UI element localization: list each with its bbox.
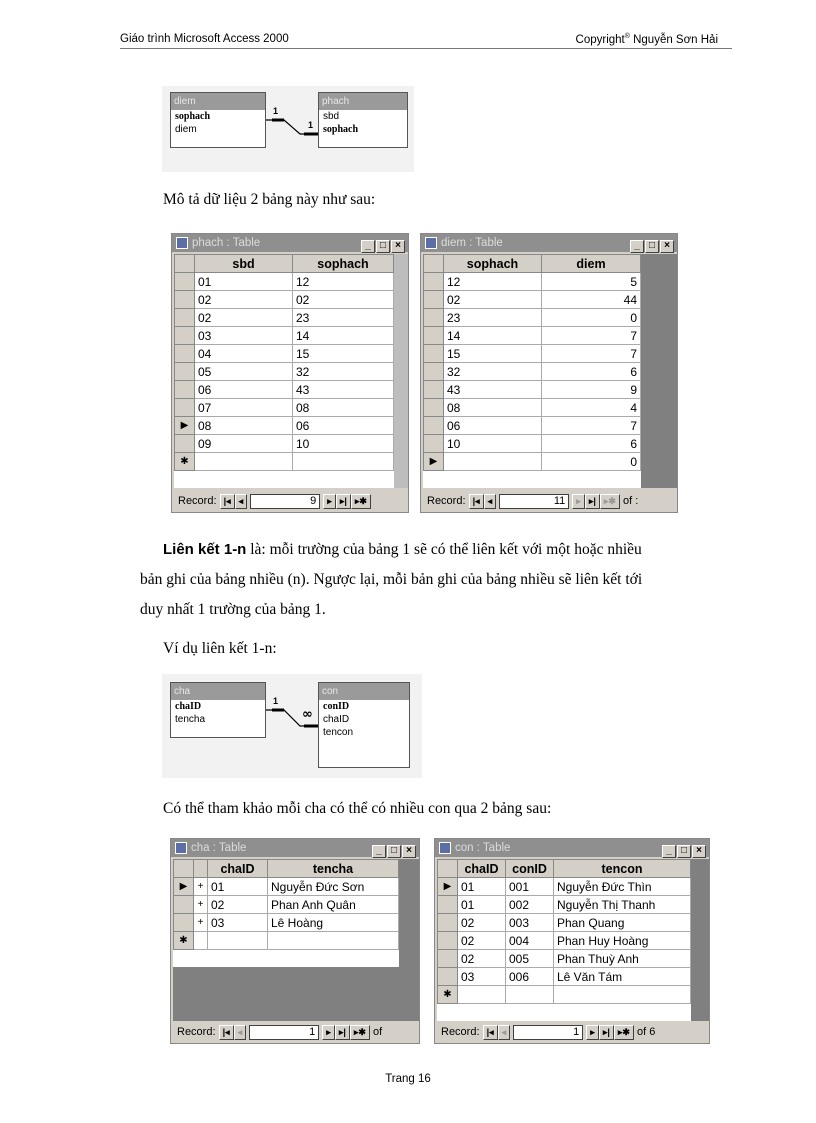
column-header[interactable]: chaID: [208, 860, 268, 878]
new-record-row[interactable]: [424, 453, 641, 471]
new-record-row[interactable]: [175, 453, 394, 471]
row-selector[interactable]: [175, 399, 195, 417]
empty-grid-area: [641, 254, 677, 488]
row-selector[interactable]: [424, 417, 444, 435]
table-cell[interactable]: 08: [293, 399, 394, 417]
table-cell[interactable]: 4: [542, 399, 641, 417]
table-cell[interactable]: 43: [293, 381, 394, 399]
table-cell[interactable]: 02: [195, 291, 293, 309]
datasheet-table: [174, 254, 394, 471]
row-selector[interactable]: [175, 273, 195, 291]
row-selector[interactable]: [424, 381, 444, 399]
table-row[interactable]: [424, 327, 641, 345]
table-cell[interactable]: Nguyễn Đức Sơn: [268, 878, 399, 896]
new-record-button[interactable]: ▸✱: [350, 1025, 370, 1040]
scrollbar-track[interactable]: [394, 254, 408, 488]
new-record-button[interactable]: ▸✱: [614, 1025, 634, 1040]
table-cell[interactable]: [506, 986, 554, 1004]
table-row[interactable]: [175, 399, 394, 417]
record-navigator: [172, 490, 408, 512]
table-row[interactable]: [424, 417, 641, 435]
table-field: chaID: [323, 714, 350, 725]
row-selector[interactable]: [424, 273, 444, 291]
table-icon: [425, 237, 437, 249]
table-cell[interactable]: 02: [293, 291, 394, 309]
table-row[interactable]: [424, 381, 641, 399]
table-cell[interactable]: [458, 986, 506, 1004]
record-navigator: [435, 1021, 709, 1043]
table-cell[interactable]: 06: [444, 417, 542, 435]
record-number-input[interactable]: 1: [249, 1025, 319, 1040]
table-row[interactable]: [424, 309, 641, 327]
row-selector[interactable]: [438, 914, 458, 932]
row-selector[interactable]: [438, 968, 458, 986]
expand-column-header: [194, 860, 208, 878]
table-cell[interactable]: 02: [458, 914, 506, 932]
column-header[interactable]: tencon: [554, 860, 691, 878]
window-titlebar: [421, 234, 677, 252]
paragraph: Ví dụ liên kết 1-n:: [163, 640, 277, 657]
table-box-phach: [318, 92, 408, 148]
table-cell[interactable]: 06: [293, 417, 394, 435]
table-cell[interactable]: Nguyễn Thị Thanh: [554, 896, 691, 914]
table-row[interactable]: [438, 878, 691, 896]
row-selector[interactable]: [438, 950, 458, 968]
table-field: sbd: [323, 111, 340, 122]
empty-grid-area: [691, 859, 709, 1021]
last-record-button[interactable]: ▸|: [335, 1025, 350, 1040]
datasheet-grid: [174, 254, 394, 488]
table-cell[interactable]: 7: [542, 345, 641, 363]
table-cell[interactable]: 10: [444, 435, 542, 453]
table-row[interactable]: [424, 291, 641, 309]
table-cell[interactable]: 14: [444, 327, 542, 345]
table-cell[interactable]: 14: [293, 327, 394, 345]
table-cell[interactable]: 04: [195, 345, 293, 363]
table-cell[interactable]: 7: [542, 417, 641, 435]
table-field: tencha: [175, 714, 206, 725]
table-cell[interactable]: Lê Văn Tám: [554, 968, 691, 986]
table-cell[interactable]: 0: [542, 309, 641, 327]
table-cell[interactable]: 43: [444, 381, 542, 399]
table-field: tencon: [323, 727, 354, 738]
maximize-button[interactable]: □: [376, 240, 390, 253]
table-box-diem: [170, 92, 266, 148]
maximize-button[interactable]: □: [677, 845, 691, 858]
table-cell[interactable]: 23: [444, 309, 542, 327]
row-selector[interactable]: [424, 345, 444, 363]
window-title: diem : Table: [441, 237, 503, 249]
table-cell[interactable]: Phan Quang: [554, 914, 691, 932]
row-selector[interactable]: [175, 327, 195, 345]
table-cell[interactable]: 01: [458, 878, 506, 896]
table-cell[interactable]: 05: [195, 363, 293, 381]
datasheet-window-phach: [171, 233, 409, 513]
row-selector[interactable]: [424, 291, 444, 309]
table-box-con: [318, 682, 410, 768]
first-record-button[interactable]: |◂: [220, 494, 235, 509]
prev-record-button[interactable]: ◂: [235, 494, 248, 509]
next-record-button[interactable]: ▸: [572, 494, 585, 509]
table-cell[interactable]: 03: [208, 914, 268, 932]
table-cell[interactable]: 02: [458, 950, 506, 968]
header-copyright: Copyright® Nguyễn Sơn Hải: [575, 33, 718, 46]
table-row[interactable]: [424, 435, 641, 453]
row-selector[interactable]: ✱: [438, 986, 458, 1004]
empty-grid-area: [173, 967, 399, 1021]
table-row[interactable]: [424, 363, 641, 381]
minimize-button[interactable]: _: [361, 240, 375, 253]
column-header[interactable]: conID: [506, 860, 554, 878]
table-cell[interactable]: 08: [195, 417, 293, 435]
record-number-input[interactable]: 9: [250, 494, 320, 509]
table-cell[interactable]: 03: [458, 968, 506, 986]
last-record-button[interactable]: ▸|: [336, 494, 351, 509]
new-record-button[interactable]: ▸✱: [600, 494, 620, 509]
table-box-cha: [170, 682, 266, 738]
table-cell[interactable]: Lê Hoàng: [268, 914, 399, 932]
row-selector-header[interactable]: [174, 860, 194, 878]
column-header[interactable]: chaID: [458, 860, 506, 878]
table-row[interactable]: [438, 896, 691, 914]
row-selector-header[interactable]: [424, 255, 444, 273]
row-selector[interactable]: ▶: [175, 417, 195, 435]
table-row[interactable]: [424, 399, 641, 417]
table-cell[interactable]: 08: [444, 399, 542, 417]
relationship-diagram-1: [162, 86, 414, 172]
table-cell[interactable]: 06: [195, 381, 293, 399]
cardinality-label: 1: [273, 106, 279, 116]
table-icon: [176, 237, 188, 249]
new-record-row[interactable]: [174, 932, 399, 950]
window-titlebar: [435, 839, 709, 857]
window-titlebar: [171, 839, 419, 857]
table-row[interactable]: [175, 309, 394, 327]
row-selector[interactable]: [438, 896, 458, 914]
table-cell[interactable]: 01: [208, 878, 268, 896]
row-selector[interactable]: ✱: [175, 453, 195, 471]
row-selector[interactable]: [424, 399, 444, 417]
new-record-button[interactable]: ▸✱: [351, 494, 371, 509]
row-selector-header[interactable]: [175, 255, 195, 273]
window-titlebar: [172, 234, 408, 252]
table-cell[interactable]: 10: [293, 435, 394, 453]
column-header[interactable]: sophach: [293, 255, 394, 273]
paragraph: Mô tả dữ liệu 2 bảng này như sau:: [163, 191, 376, 208]
empty-grid-area: [399, 859, 419, 1021]
expand-row-button[interactable]: +: [194, 914, 208, 932]
table-cell[interactable]: 001: [506, 878, 554, 896]
row-selector[interactable]: [438, 932, 458, 950]
page-header: [120, 33, 732, 49]
column-header[interactable]: sophach: [444, 255, 542, 273]
last-record-button[interactable]: ▸|: [599, 1025, 614, 1040]
window-title: phach : Table: [192, 237, 261, 249]
table-cell[interactable]: 44: [542, 291, 641, 309]
table-cell[interactable]: 02: [195, 309, 293, 327]
datasheet-table: [437, 859, 691, 1004]
minimize-button[interactable]: _: [372, 845, 386, 858]
row-selector[interactable]: [175, 435, 195, 453]
table-cell[interactable]: Phan Thuỳ Anh: [554, 950, 691, 968]
paragraph: Liên kết 1-n là: mỗi trường của bảng 1 sẽ có thể liên kết với một hoặc nhiều: [163, 541, 642, 558]
row-selector[interactable]: [175, 363, 195, 381]
last-record-button[interactable]: ▸|: [585, 494, 600, 509]
record-label: Record:: [441, 1026, 480, 1038]
table-row[interactable]: [174, 896, 399, 914]
row-selector[interactable]: ▶: [174, 878, 194, 896]
table-cell[interactable]: [268, 932, 399, 950]
first-record-button[interactable]: |◂: [219, 1025, 234, 1040]
table-row[interactable]: [438, 914, 691, 932]
record-number-input[interactable]: 1: [513, 1025, 583, 1040]
row-selector[interactable]: ✱: [174, 932, 194, 950]
record-navigator: [421, 490, 677, 512]
table-row[interactable]: [174, 878, 399, 896]
table-cell[interactable]: Nguyễn Đức Thìn: [554, 878, 691, 896]
row-selector[interactable]: [175, 381, 195, 399]
expand-row-button[interactable]: +: [194, 878, 208, 896]
table-cell[interactable]: 005: [506, 950, 554, 968]
datasheet-grid: [423, 254, 641, 488]
datasheet-window-con: [434, 838, 710, 1044]
record-label: Record:: [178, 495, 217, 507]
table-row[interactable]: [438, 950, 691, 968]
cardinality-label: ∞: [302, 707, 313, 722]
table-row[interactable]: [174, 914, 399, 932]
row-selector[interactable]: [175, 309, 195, 327]
table-row[interactable]: [175, 273, 394, 291]
table-row[interactable]: [438, 968, 691, 986]
maximize-button[interactable]: □: [645, 240, 659, 253]
table-cell[interactable]: 7: [542, 327, 641, 345]
table-cell[interactable]: 003: [506, 914, 554, 932]
table-cell[interactable]: 6: [542, 363, 641, 381]
window-title: con : Table: [455, 842, 511, 854]
new-record-row[interactable]: [438, 986, 691, 1004]
table-cell[interactable]: [444, 453, 542, 471]
row-selector[interactable]: [424, 327, 444, 345]
table-box-title: phach: [319, 93, 407, 110]
paragraph: Có thể tham khảo mỗi cha có thể có nhiều con qua 2 bảng sau:: [163, 800, 552, 817]
record-navigator: [171, 1021, 419, 1043]
datasheet-table: [173, 859, 399, 950]
record-label: Record:: [427, 495, 466, 507]
minimize-button[interactable]: _: [630, 240, 644, 253]
table-row[interactable]: [175, 381, 394, 399]
row-selector[interactable]: ▶: [438, 878, 458, 896]
paragraph-line: bản ghi của bảng nhiều (n). Ngược lại, mỗi bản ghi của bảng nhiều sẽ liên kết tới: [140, 571, 643, 588]
datasheet-table: [423, 254, 641, 471]
column-header[interactable]: tencha: [268, 860, 399, 878]
table-box-title: diem: [171, 93, 265, 110]
datasheet-window-cha: [170, 838, 420, 1044]
record-label: Record:: [177, 1026, 216, 1038]
table-cell[interactable]: [293, 453, 394, 471]
close-button[interactable]: ×: [391, 240, 405, 253]
table-cell[interactable]: 32: [293, 363, 394, 381]
table-field: chaID: [175, 701, 202, 712]
column-header[interactable]: diem: [542, 255, 641, 273]
table-box-title: cha: [171, 683, 265, 700]
cardinality-label: 1: [273, 696, 279, 706]
table-icon: [439, 842, 451, 854]
first-record-button[interactable]: |◂: [469, 494, 484, 509]
table-cell[interactable]: Phan Huy Hoàng: [554, 932, 691, 950]
table-icon: [175, 842, 187, 854]
datasheet-window-diem: [420, 233, 678, 513]
table-cell[interactable]: 01: [195, 273, 293, 291]
close-button[interactable]: ×: [692, 845, 706, 858]
prev-record-button[interactable]: ◂: [234, 1025, 247, 1040]
table-cell[interactable]: 12: [293, 273, 394, 291]
table-cell[interactable]: 006: [506, 968, 554, 986]
table-row[interactable]: [175, 435, 394, 453]
table-cell[interactable]: 5: [542, 273, 641, 291]
table-cell[interactable]: 02: [208, 896, 268, 914]
table-cell[interactable]: 09: [195, 435, 293, 453]
page-number: Trang 16: [385, 1073, 431, 1085]
next-record-button[interactable]: ▸: [323, 494, 336, 509]
table-cell[interactable]: 15: [293, 345, 394, 363]
row-selector[interactable]: [174, 914, 194, 932]
row-selector[interactable]: [175, 291, 195, 309]
table-row[interactable]: [424, 273, 641, 291]
row-selector[interactable]: [424, 309, 444, 327]
table-row[interactable]: [175, 417, 394, 435]
table-row[interactable]: [175, 291, 394, 309]
expand-cell: [194, 932, 208, 950]
table-cell[interactable]: [554, 986, 691, 1004]
table-cell[interactable]: 004: [506, 932, 554, 950]
table-row[interactable]: [424, 345, 641, 363]
next-record-button[interactable]: ▸: [586, 1025, 599, 1040]
table-row[interactable]: [438, 932, 691, 950]
table-box-title: con: [319, 683, 409, 700]
table-cell[interactable]: 9: [542, 381, 641, 399]
table-cell[interactable]: 02: [444, 291, 542, 309]
window-title: cha : Table: [191, 842, 247, 854]
row-selector[interactable]: [175, 345, 195, 363]
record-count: of :: [623, 495, 639, 507]
table-field: sophach: [323, 124, 359, 135]
table-field: conID: [323, 701, 350, 712]
minimize-button[interactable]: _: [662, 845, 676, 858]
table-cell[interactable]: 03: [195, 327, 293, 345]
record-count: of 6: [637, 1026, 656, 1038]
table-cell[interactable]: 12: [444, 273, 542, 291]
expand-row-button[interactable]: +: [194, 896, 208, 914]
paragraph-line: duy nhất 1 trường của bảng 1.: [140, 601, 326, 618]
datasheet-grid: [173, 859, 399, 967]
table-row[interactable]: [175, 327, 394, 345]
prev-record-button[interactable]: ◂: [484, 494, 497, 509]
table-cell[interactable]: Phan Anh Quân: [268, 896, 399, 914]
datasheet-grid: [437, 859, 691, 1021]
row-selector[interactable]: [424, 363, 444, 381]
table-cell[interactable]: [195, 453, 293, 471]
row-selector[interactable]: [174, 896, 194, 914]
row-selector[interactable]: [424, 435, 444, 453]
table-cell[interactable]: 23: [293, 309, 394, 327]
first-record-button[interactable]: |◂: [483, 1025, 498, 1040]
row-selector[interactable]: ▶: [424, 453, 444, 471]
table-cell[interactable]: 6: [542, 435, 641, 453]
table-row[interactable]: [175, 363, 394, 381]
close-button[interactable]: ×: [402, 845, 416, 858]
cardinality-label: 1: [308, 120, 314, 130]
table-row[interactable]: [175, 345, 394, 363]
prev-record-button[interactable]: ◂: [498, 1025, 511, 1040]
close-button[interactable]: ×: [660, 240, 674, 253]
relationship-diagram-2: [162, 674, 422, 778]
table-field: sophach: [175, 111, 211, 122]
record-count: of: [373, 1026, 383, 1038]
next-record-button[interactable]: ▸: [322, 1025, 335, 1040]
table-cell[interactable]: 02: [458, 932, 506, 950]
record-number-input[interactable]: 11: [499, 494, 569, 509]
term-bold: Liên kết 1-n: [163, 541, 247, 558]
column-header[interactable]: sbd: [195, 255, 293, 273]
header-title: Giáo trình Microsoft Access 2000: [120, 33, 289, 45]
table-cell[interactable]: 01: [458, 896, 506, 914]
maximize-button[interactable]: □: [387, 845, 401, 858]
table-cell[interactable]: 15: [444, 345, 542, 363]
table-cell[interactable]: 32: [444, 363, 542, 381]
table-field: diem: [175, 124, 197, 135]
table-cell[interactable]: [208, 932, 268, 950]
table-cell[interactable]: 07: [195, 399, 293, 417]
table-cell[interactable]: 002: [506, 896, 554, 914]
row-selector-header[interactable]: [438, 860, 458, 878]
table-cell[interactable]: 0: [542, 453, 641, 471]
